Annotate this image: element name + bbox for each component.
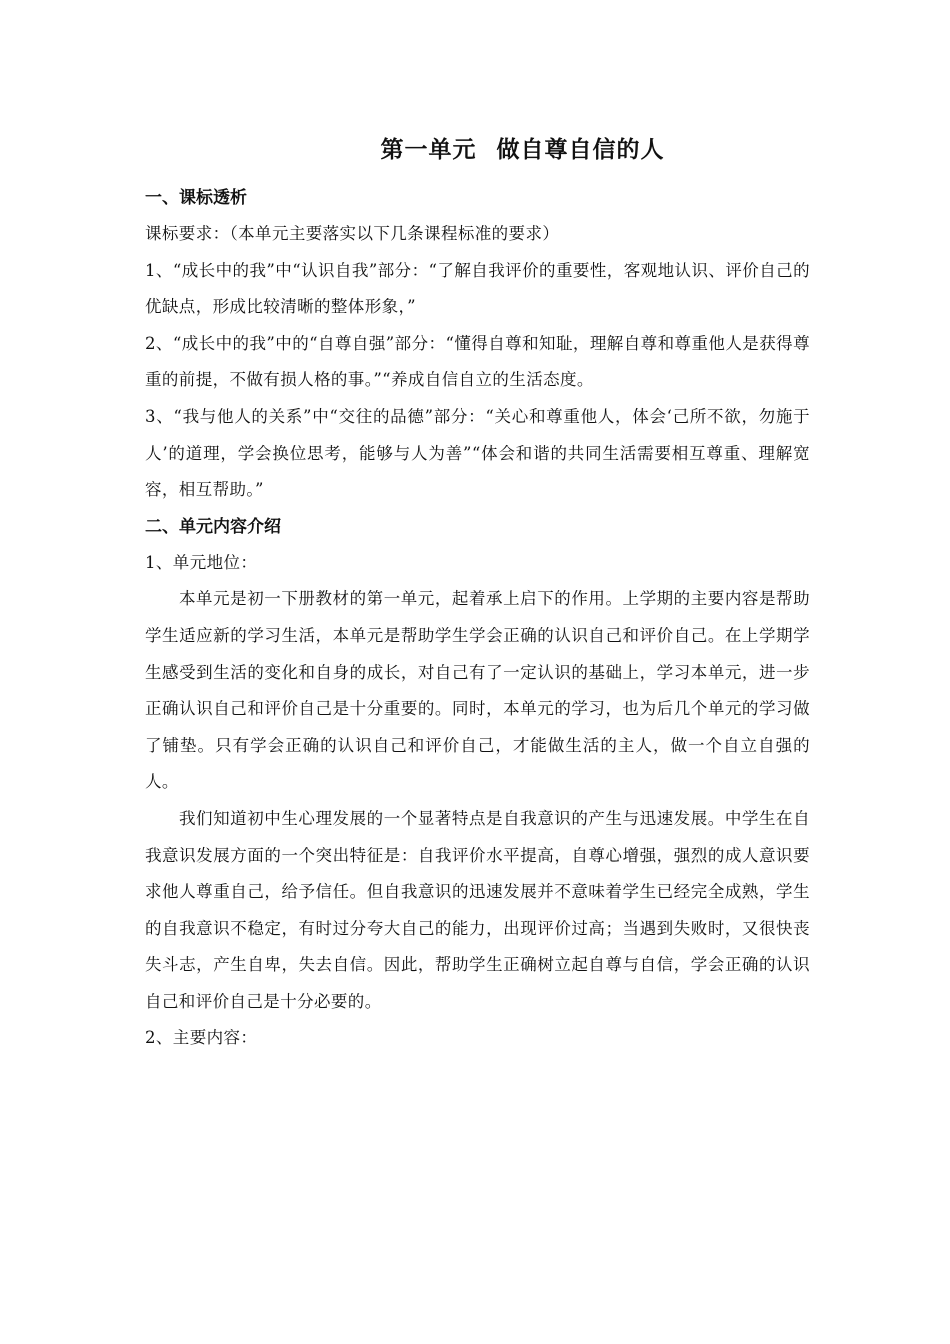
- document-page: [145, 130, 810, 1057]
- standard-item-1: 1、“成长中的我”中“认识自我”部分：“了解自我评价的重要性，客观地认识、评价自己的优缺点，形成比较清晰的整体形象，”: [145, 260, 810, 317]
- section-heading-2: 二、单元内容介绍: [145, 516, 281, 537]
- paragraph-unit-position: 本单元是初一下册教材的第一单元，起着承上启下的作用。上学期的主要内容是帮助学生适应新的学习生活，本单元是帮助学生学会正确的认识自己和评价自己。在上学期学生感受到生活的变化和自身的成长，对自己有了一定认识的基础上，学习本单元，进一步正确认识自己和评价自己是十分重要的。同时，本单元的学习，也为后几个单元的学习做了铺垫。只有学会正确的认识自己和评价自己，才能做生活的主人，做一个自立自强的人。: [145, 589, 810, 792]
- title-unit: 第一单元: [380, 136, 477, 163]
- document-title: [145, 130, 810, 170]
- standard-item-3: 3、“我与他人的关系”中“交往的品德”部分：“关心和尊重他人，体会‘己所不欲，勿施于人’的道理，学会换位思考，能够与人为善”“体会和谐的共同生活需要相互尊重、理解宽容，相互帮助。”: [145, 406, 810, 500]
- section-heading-1: 一、课标透析: [145, 188, 247, 208]
- subsection-label-1: 1、单元地位：: [145, 552, 258, 572]
- standards-intro: 课标要求：（本单元主要落实以下几条课程标准的要求）: [145, 224, 560, 243]
- standard-item-2: 2、“成长中的我”中的“自尊自强”部分：“懂得自尊和知耻，理解自尊和尊重他人是获得尊重的前提，不做有损人格的事。”“养成自信自立的生活态度。: [145, 333, 810, 390]
- title-topic: 做自尊自信的人: [496, 136, 665, 163]
- subsection-label-2: 2、主要内容：: [145, 1028, 258, 1048]
- paragraph-self-awareness: 我们知道初中生心理发展的一个显著特点是自我意识的产生与迅速发展。中学生在自我意识发展方面的一个突出特征是：自我评价水平提高，自尊心增强，强烈的成人意识要求他人尊重自己，给予信任。但自我意识的迅速发展并不意味着学生已经完全成熟，学生的自我意识不稳定，有时过分夸大自己的能力，出现评价过高；当遇到失败时，又很快丧失斗志，产生自卑，失去自信。因此，帮助学生正确树立起自尊与自信，学会正确的认识自己和评价自己是十分必要的。: [145, 808, 810, 1011]
